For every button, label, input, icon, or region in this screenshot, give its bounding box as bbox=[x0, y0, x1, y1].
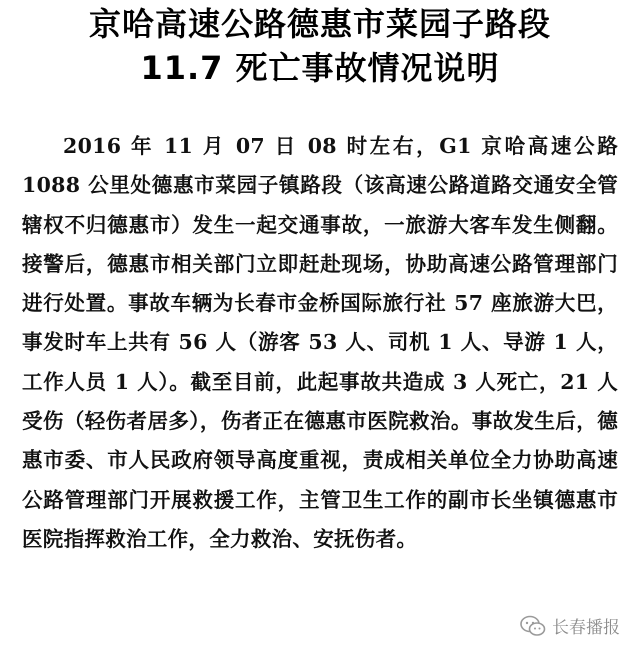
document-title-line2: 11.7 死亡事故情况说明 bbox=[140, 49, 500, 87]
document-title-line1: 京哈高速公路德惠市菜园子路段 bbox=[88, 5, 551, 43]
document-paragraph: 2016 年 11 月 07 日 08 时左右，G1 京哈高速公路 1088 公里处德惠市菜园子镇路段（该高速公路道路交通安全管辖权不归德惠市）发生一起交通事故，一旅游大客车发生侧翻。接警后，德惠市相关部门立即赶赴现场，协助高速公路管理部门进行处置。事故车辆为长春市金桥国际旅行社 57 座旅游大巴，事发时车上共有 56 人（游客 53 人、司机 1 人、导游 1 人，工作人员 1 人）。截至目前，此起事故共造成 3 人死亡，21 人受伤（轻伤者居多），伤者正在德惠市医院救治。事故发生后，德惠市委、市人民政府领导高度重视，责成相关单位全力协助高速公路管理部门开展救援工作，主管卫生工作的副市长坐镇德惠市医院指挥救治工作，全力救治、安抚伤者。 bbox=[22, 134, 618, 551]
watermark bbox=[520, 613, 620, 638]
watermark-text: 长春播报 bbox=[552, 618, 620, 638]
wechat-icon bbox=[520, 615, 546, 637]
